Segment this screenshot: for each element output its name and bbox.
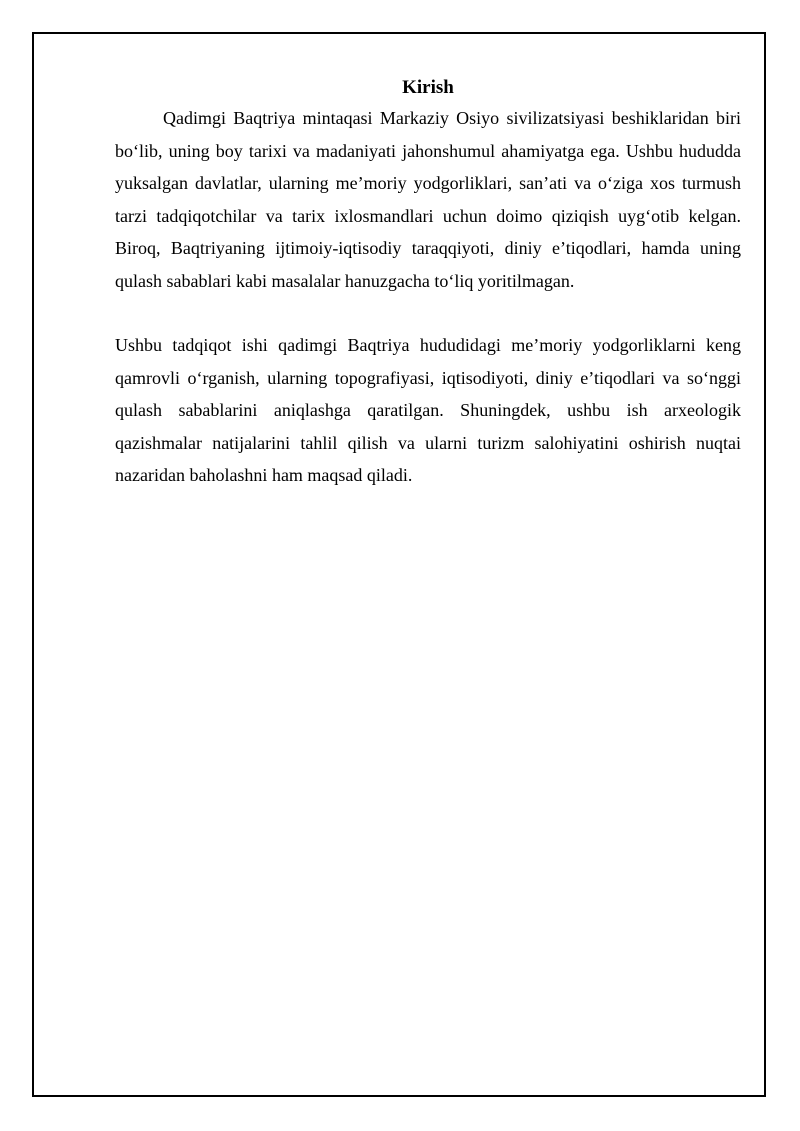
paragraph-spacer <box>115 297 741 329</box>
document-body <box>115 74 741 492</box>
paragraph-intro: Qadimgi Baqtriya mintaqasi Markaziy Osiyo sivilizatsiyasi beshiklaridan biri bo‘lib, uning boy tarixi va madaniyati jahonshumul ahamiyatga ega. Ushbu hududda yuksalgan davlatlar, ularning me’moriy yodgorliklari, san’ati va o‘ziga xos turmush tarzi tadqiqotchilar va tarix ixlosmandlari uchun doimo qiziqish uyg‘otib kelgan. Biroq, Baqtriyaning ijtimoiy-iqtisodiy taraqqiyoti, diniy e’tiqodlari, hamda uning qulash sabablari kabi masalalar hanuzgacha to‘liq yoritilmagan. <box>115 108 741 291</box>
paragraph-objective: Ushbu tadqiqot ishi qadimgi Baqtriya hududidagi me’moriy yodgorliklarni keng qamrovli o‘rganish, ularning topografiyasi, iqtisodiyoti, diniy e’tiqodlari va so‘nggi qulash sabablarini aniqlashga qaratilgan. Shuningdek, ushbu ish arxeologik qazishmalar natijalarini tahlil qilish va ularni turizm salohiyatini oshirish nuqtai nazaridan baholashni ham maqsad qiladi. <box>115 335 741 485</box>
document-title: Kirish <box>402 77 454 98</box>
